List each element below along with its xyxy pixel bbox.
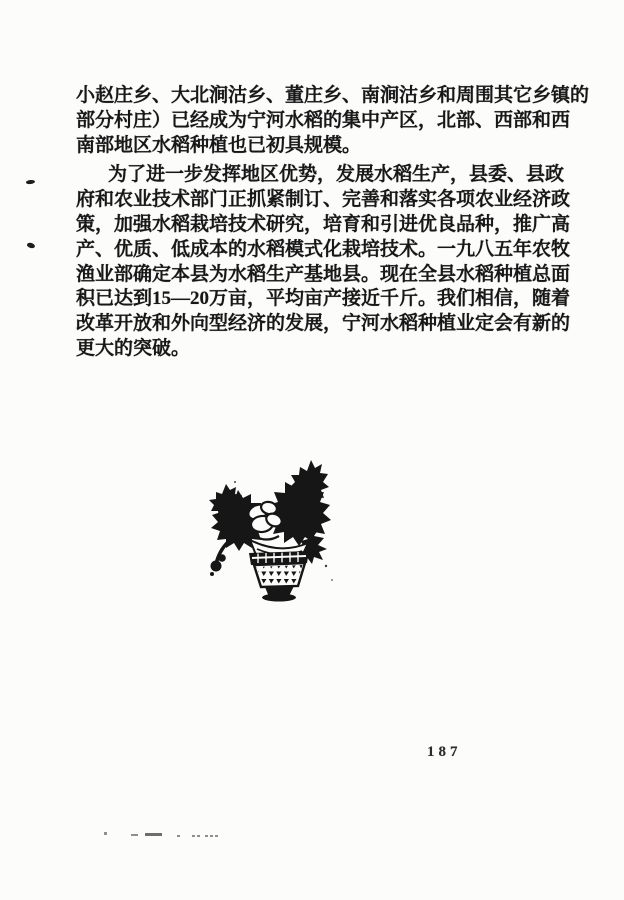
text-line: 部分村庄）已经成为宁河水稻的集中产区，北部、西部和西 (76, 109, 571, 131)
page-number: 187 (427, 744, 462, 760)
ink-speck (26, 179, 35, 184)
text-line: 渔业部确定本县为水稻生产基地县。现在全县水稻种植总面 (76, 263, 571, 285)
ink-speck (27, 242, 36, 249)
flower-basket-illustration (208, 458, 340, 602)
body-text (76, 84, 590, 362)
paragraph-continued (76, 84, 590, 158)
text-line: 为了进一步发挥地区优势，发展水稻生产，县委、县政 (108, 164, 565, 186)
text-line: 策，加强水稻栽培技术研究，培育和引进优良品种，推广高 (76, 213, 571, 235)
text-line: 南部地区水稻种植也已初具规模。 (76, 134, 362, 156)
text-line: 改革开放和外向型经济的发展，宁河水稻种植业定会有新的 (76, 313, 571, 335)
paragraph (76, 163, 571, 361)
text-line: 小赵庄乡、大北涧沽乡、董庄乡、南涧沽乡和周围其它乡镇的 (76, 85, 590, 106)
text-line: 产、优质、低成本的水稻模式化栽培技术。一九八五年农牧 (76, 238, 571, 260)
text-line: 府和农业技术部门正抓紧制订、完善和落实各项农业经济政 (76, 189, 571, 211)
text-line: 更大的突破。 (76, 337, 191, 359)
text-line: 积已达到15—20万亩，平均亩产接近千斤。我们相信，随着 (76, 288, 571, 310)
